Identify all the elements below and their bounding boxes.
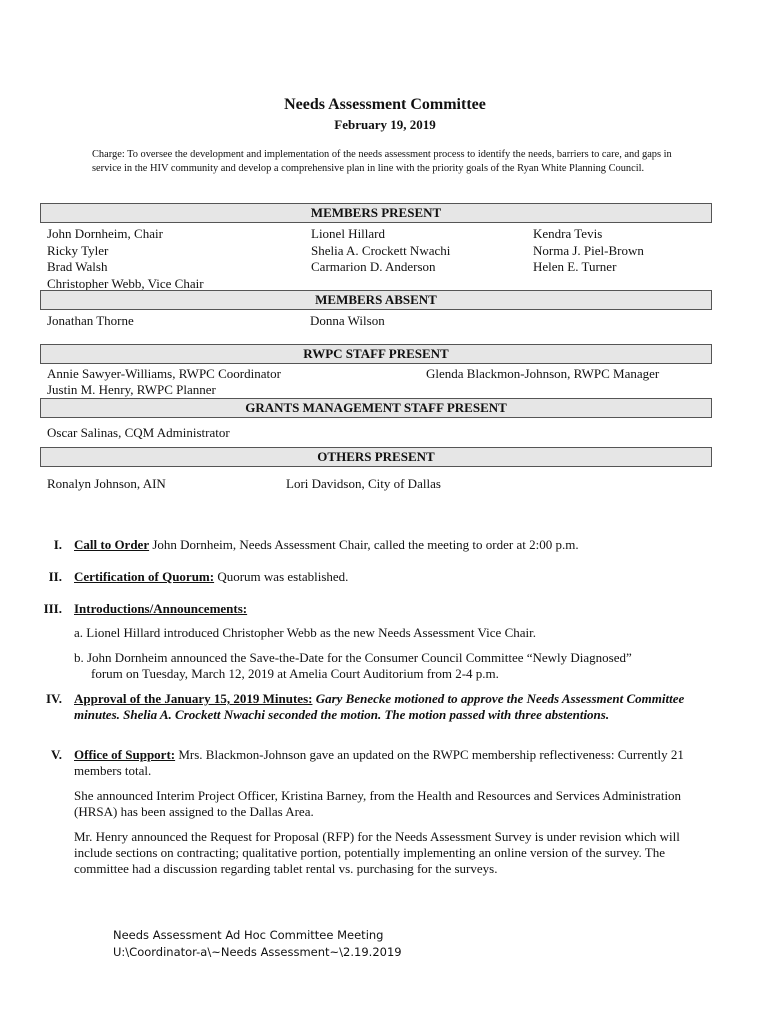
section-number: II. [48,569,62,584]
footer-title: Needs Assessment Ad Hoc Committee Meeting [113,928,384,942]
section-quorum [40,569,730,587]
member-name: Shelia A. Crockett Nwachi [311,242,451,258]
section-body: John Dornheim, Needs Assessment Chair, called the meeting to order at 2:00 p.m. [149,537,579,552]
support-paragraph: Mr. Henry announced the Request for Proposal (RFP) for the Needs Assessment Survey is under revision which will include sections on contracting; qualitative portion, potentially implementing an online version of the survey. The committee had a discussion regarding tablet rental vs. purchasing for the surveys. [74,829,680,876]
member-name: Donna Wilson [310,313,385,328]
staff-name: Glenda Blackmon-Johnson, RWPC Manager [426,366,660,381]
section-body: Quorum was established. [214,569,349,584]
rwpc-staff-col1 [47,366,281,398]
section-introductions [40,601,730,619]
others-present-heading: OTHERS PRESENT [40,447,712,467]
members-absent-heading: MEMBERS ABSENT [40,290,712,310]
section-approval-minutes [40,691,730,741]
section-heading: Call to Order [74,537,150,552]
staff-name: Oscar Salinas, CQM Administrator [47,425,230,440]
member-name: John Dornheim, Chair [47,226,163,241]
support-paragraph: She announced Interim Project Officer, Kristina Barney, from the Health and Resources and Services Administration (HRSA) has been assigned to the Dallas Area. [74,788,682,819]
footer [113,927,402,961]
grants-staff-heading: GRANTS MANAGEMENT STAFF PRESENT [40,398,712,418]
footer-path: U:\Coordinator-a\~Needs Assessment~\2.19.2019 [113,945,402,959]
member-name: Christopher Webb, Vice Chair [47,275,204,291]
announcement-item: a. Lionel Hillard introduced Christopher Webb as the new Needs Assessment Vice Chair. [74,625,536,640]
section-heading: Approval of the January 15, 2019 Minutes: [74,691,313,706]
section-text [74,747,714,779]
section-heading: Introductions/Announcements: [74,601,248,616]
members-present-col2 [311,226,450,276]
member-name: Norma J. Piel-Brown [533,242,644,258]
section-number: III. [43,601,62,616]
committee-charge: Charge: To oversee the development and implementation of the needs assessment process to identify the needs, barriers to care, and gaps in service in the HIV community and develop a comprehensive plan in line with the priority goals of the Ryan White Planning Council. [92,149,672,174]
members-present-col3 [533,226,644,276]
section-text [74,569,714,585]
section-heading: Office of Support: [74,747,176,762]
member-name: Kendra Tevis [533,226,603,241]
member-name: Lionel Hillard [311,226,386,241]
member-name: Brad Walsh [47,259,108,274]
staff-name: Annie Sawyer-Williams, RWPC Coordinator [47,366,281,381]
member-name: Helen E. Turner [533,259,617,274]
rwpc-staff-heading: RWPC STAFF PRESENT [40,344,712,364]
section-number: IV. [45,691,62,706]
members-present-col1 [47,226,204,292]
section-number: I. [53,537,62,552]
member-name: Jonathan Thorne [47,313,134,328]
section-number: V. [51,747,62,762]
staff-name: Justin M. Henry, RWPC Planner [47,382,216,397]
section-text [74,537,714,553]
document-title: Needs Assessment Committee [284,96,486,113]
section-office-of-support [40,747,730,781]
section-body: Gary Benecke motioned to approve the Needs Assessment Committee minutes. Shelia A. Crockett Nwachi seconded the motion. The motion passed with three abstentions. [74,691,685,722]
section-text [74,601,714,617]
section-text [74,691,714,723]
announcement-item: b. John Dornheim announced the Save-the-Date for the Consumer Council Committee “Newly Diagnosed” forum on Tuesday, March 12, 2019 at Amelia Court Auditorium from 2-4 p.m. [74,650,632,681]
guest-name: Ronalyn Johnson, AIN [47,476,166,491]
section-body: Mrs. Blackmon-Johnson gave an updated on the RWPC membership reflectiveness: Currently 21 members total. [74,747,684,778]
section-call-to-order [40,537,730,555]
meeting-date: February 19, 2019 [334,117,436,132]
members-present-heading: MEMBERS PRESENT [40,203,712,223]
member-name: Ricky Tyler [47,242,109,258]
guest-name: Lori Davidson, City of Dallas [286,476,441,491]
member-name: Carmarion D. Anderson [311,259,436,274]
section-heading: Certification of Quorum: [74,569,215,584]
